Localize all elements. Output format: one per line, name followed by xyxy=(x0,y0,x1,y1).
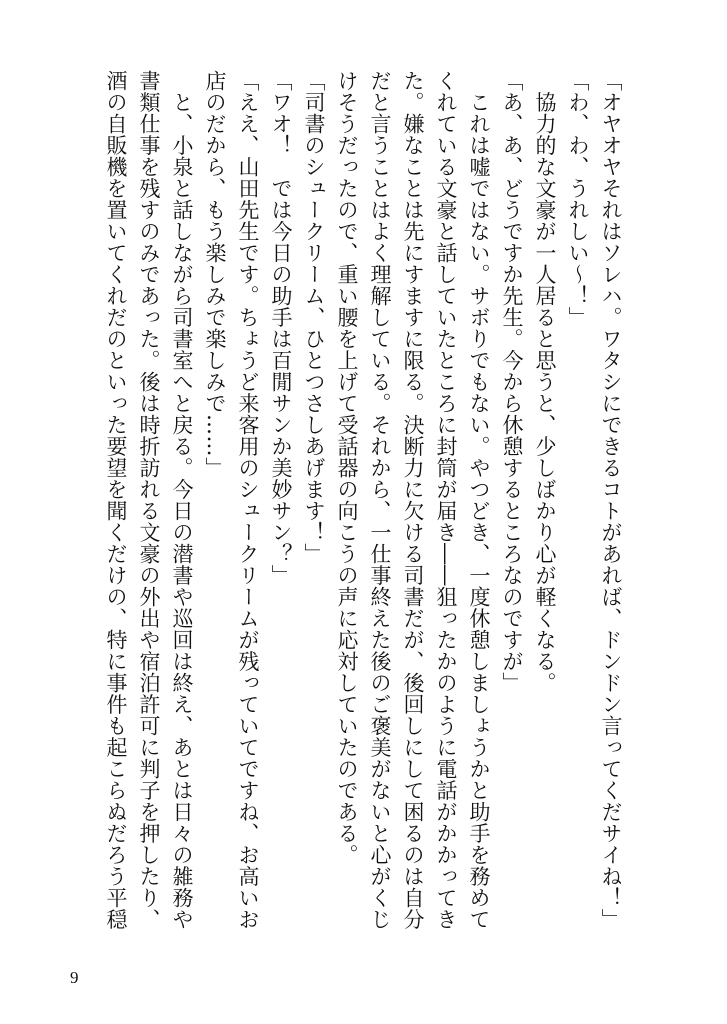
text-line: これは嘘ではない。サボりでもない。やつどき、一度休憩しましょうかと助手を務めて xyxy=(467,70,491,930)
text-line: 「司書のシュークリーム、ひとつさしあげます！」 xyxy=(302,70,326,565)
text-line: だと言うことはよく理解している。それから、一仕事終えた後のご褒美がないと心がくじ xyxy=(368,70,392,930)
text-line: 「オヤオヤそれはソレハ。ワタシにできるコトがあれば、ドンドン言ってくだサイね！」 xyxy=(599,70,623,930)
text-line: 「ワオ！ では今日の助手は百閒サンか美妙サン？」 xyxy=(269,70,293,586)
text-line: と、小泉と話しながら司書室へと戻る。今日の潜書や巡回は終え、あとは日々の雑務や xyxy=(170,70,194,930)
text-line: くれている文豪と話していたところに封筒が届き――狙ったかのように電話がかかってき xyxy=(434,70,458,930)
text-line: 店のだから、もう楽しみで楽しみで……」 xyxy=(203,70,227,479)
vertical-text-body xyxy=(99,70,627,940)
text-line: 「あ、あ、どうですか先生。今から休憩するところなのですが」 xyxy=(500,70,524,694)
page-number: 9 xyxy=(70,968,79,987)
text-line: た。嫌なことは先にすますに限る。決断力に欠ける司書だが、後回しにして困るのは自分 xyxy=(401,70,425,930)
text-line: 「わ、わ、うれしい〜！」 xyxy=(566,70,590,328)
text-line: 書類仕事を残すのみであった。後は時折訪れる文豪の外出や宿泊許可に判子を押したり、 xyxy=(137,70,161,930)
text-line: けそうだったので、重い腰を上げて受話器の向こうの声に応対していたのである。 xyxy=(335,70,359,866)
text-line: 協力的な文豪が一人居ると思うと、少しばかり心が軽くなる。 xyxy=(533,70,557,694)
text-line: 「ええ、山田先生です。ちょうど来客用のシュークリームが残っていてですね、お高いお xyxy=(236,70,260,930)
text-line: 酒の自販機を置いてくれだのといった要望を聞くだけの、特に事件も起こらぬだろう平穏 xyxy=(104,70,128,930)
